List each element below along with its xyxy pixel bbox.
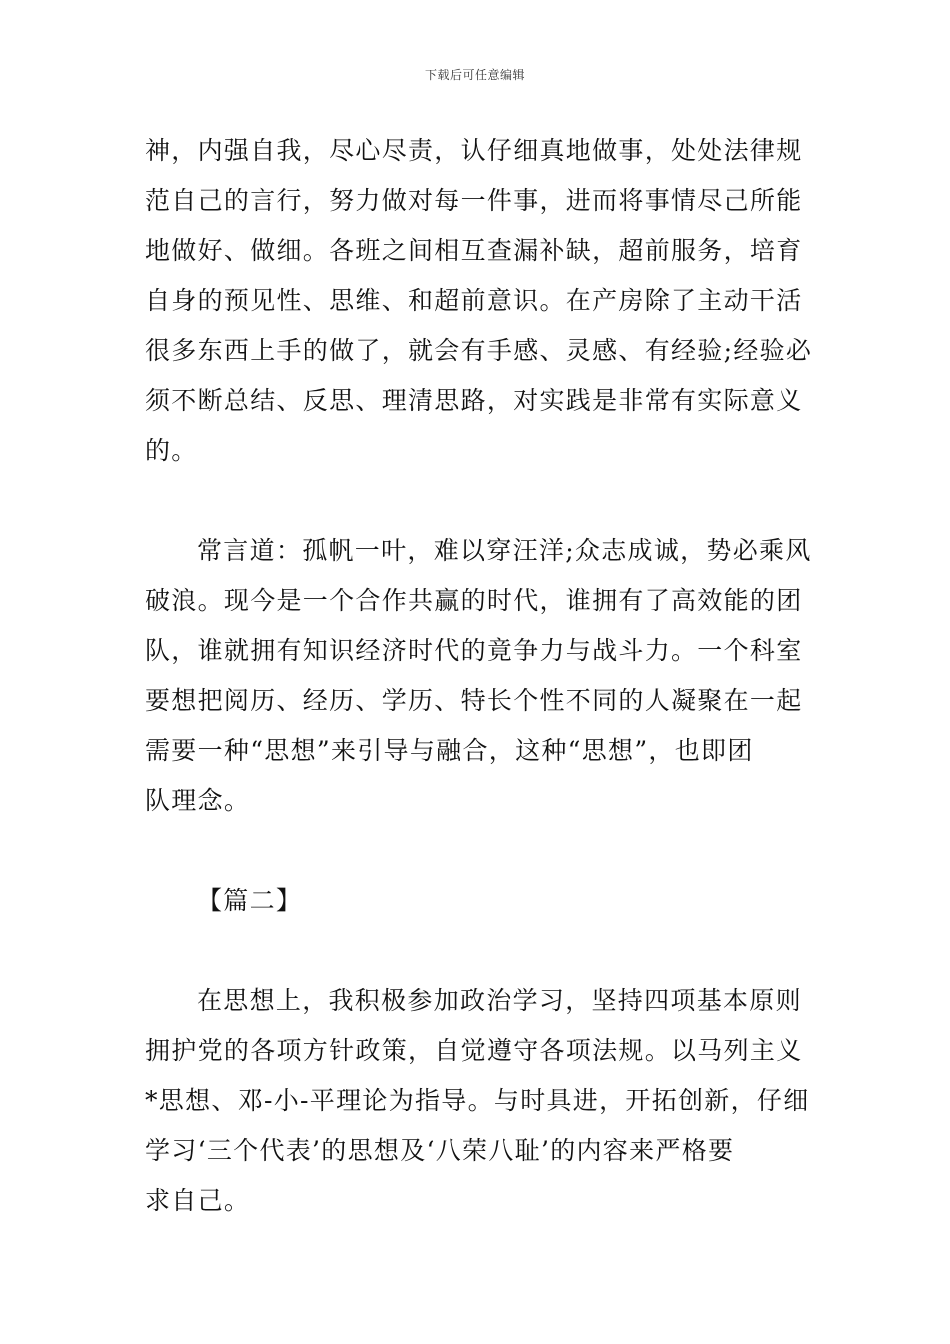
paragraph-gap — [145, 826, 810, 876]
section-heading: 【篇二】 — [197, 886, 303, 915]
text-line: 范自己的言行，努力做对每一件事，进而将事情尽己所能 — [145, 186, 803, 215]
text-line: 队理念。 — [145, 786, 251, 815]
text-line: 求自己。 — [145, 1186, 251, 1215]
text-line: *思想、邓-小-平理论为指导。与时具进，开拓创新，仔细 — [145, 1086, 810, 1115]
text-line: 破浪。现今是一个合作共赢的时代，谁拥有了高效能的团 — [145, 586, 803, 615]
document-body — [145, 126, 813, 1226]
text-line: 自身的预见性、思维、和超前意识。在产房除了主动干活 — [145, 286, 803, 315]
paragraph-1 — [145, 126, 813, 476]
paragraph-2 — [145, 526, 810, 826]
paragraph-3 — [145, 976, 810, 1226]
paragraph-gap — [145, 476, 810, 526]
text-line: 地做好、做细。各班之间相互查漏补缺，超前服务，培育 — [145, 236, 803, 265]
text-line: 须不断总结、反思、理清思路，对实践是非常有实际意义 — [145, 386, 803, 415]
text-line-indented: 在思想上，我积极参加政治学习，坚持四项基本原则 — [197, 986, 802, 1015]
text-line: 需要一种“思想”来引导与融合，这种“思想”，也即团 — [145, 736, 754, 765]
text-line: 要想把阅历、经历、学历、特长个性不同的人凝聚在一起 — [145, 686, 803, 715]
text-line: 拥护党的各项方针政策，自觉遵守各项法规。以马列主义 — [145, 1036, 803, 1065]
text-line: 神，内强自我，尽心尽责，认仔细真地做事，处处法律规 — [145, 136, 803, 165]
text-line: 的。 — [145, 436, 198, 465]
paragraph-gap — [145, 926, 810, 976]
page-header-note: 下载后可任意编辑 — [424, 68, 525, 82]
text-line: 队，谁就拥有知识经济时代的竟争力与战斗力。一个科室 — [145, 636, 803, 665]
text-line: 学习‘三个代表’的思想及‘八荣八耻’的内容来严格要 — [145, 1136, 735, 1165]
text-line: 很多东西上手的做了，就会有手感、灵感、有经验;经验必 — [145, 336, 813, 365]
text-line-indented: 常言道：孤帆一叶，难以穿汪洋;众志成诚，势必乘风 — [197, 536, 812, 565]
